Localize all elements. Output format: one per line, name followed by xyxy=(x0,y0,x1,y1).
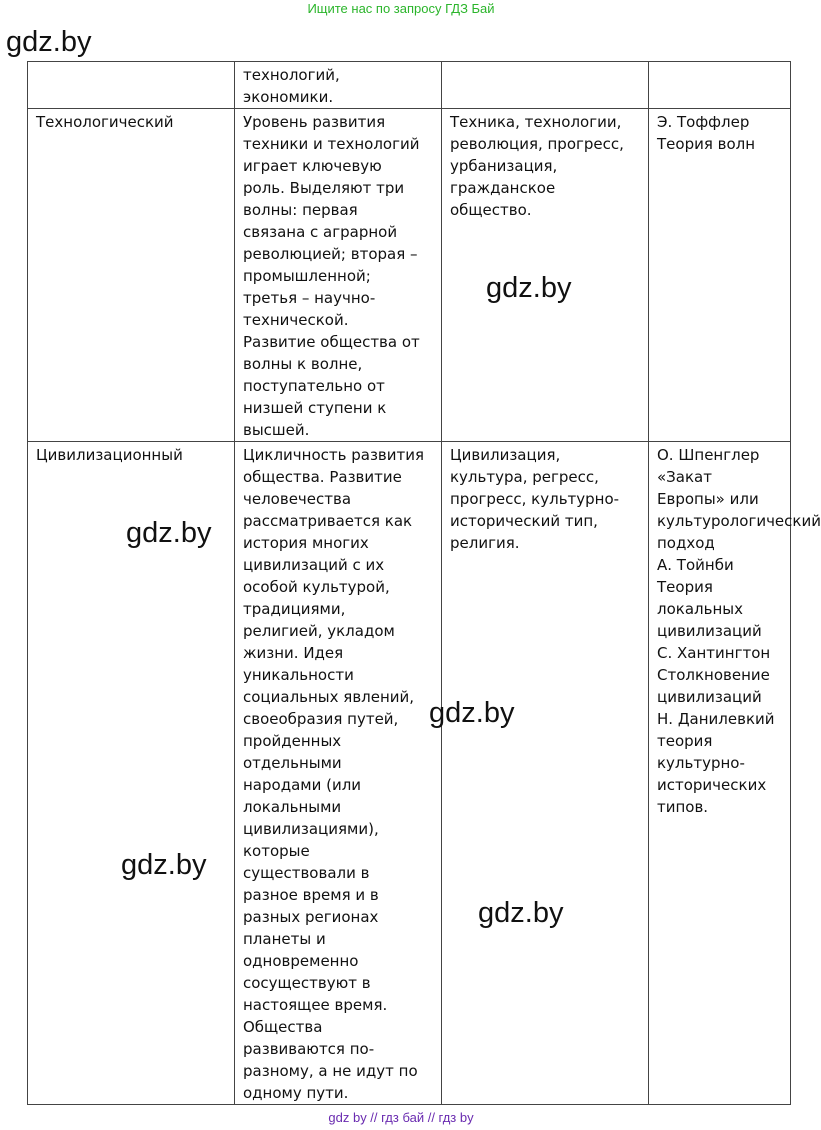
cell-description: Цикличность развития общества. Развитие человечества рассматривается как история многих цивилизаций с их особой культурой, традициями, религией, укладом жизни. Идея уникальности социальных явлений, своеобразия путей, пройденных отдельными народами (или локальными цивилизациями), которые существовали в разное время и в разных регионах планеты и одновременно сосуществуют в настоящее время. Общества развиваются по- разному, а не идут по одному пути. xyxy=(235,442,442,1105)
table-row xyxy=(28,62,791,109)
watermark: gdz.by xyxy=(429,697,515,729)
cell-description: технологий, экономики. xyxy=(235,62,442,109)
cell-approach xyxy=(28,62,235,109)
site-logo: gdz.by xyxy=(6,26,92,58)
watermark: gdz.by xyxy=(478,897,564,929)
cell-authors: Э. Тоффлер Теория волн xyxy=(649,109,791,442)
cell-authors: О. Шпенглер «Закат Европы» или культурологический подход А. Тойнби Теория локальных цивилизаций С. Хантингтон Столкновение цивилизаций Н. Данилевкий теория культурно- исторических типов. xyxy=(649,442,791,1105)
watermark: gdz.by xyxy=(121,849,207,881)
approaches-table xyxy=(27,61,821,1105)
cell-concepts xyxy=(442,62,649,109)
footer-links[interactable]: gdz by // гдз бай // гдз by xyxy=(328,1110,474,1125)
watermark: gdz.by xyxy=(126,517,212,549)
cell-approach: Технологический xyxy=(28,109,235,442)
cell-concepts: Техника, технологии, революция, прогресс, урбанизация, гражданское общество. xyxy=(442,109,649,442)
cell-description: Уровень развития техники и технологий играет ключевую роль. Выделяют три волны: первая связана с аграрной революцией; вторая – промышленной; третья – научно- технической. Развитие общества от волны к волне, поступательно от низшей ступени к высшей. xyxy=(235,109,442,442)
watermark: gdz.by xyxy=(486,272,572,304)
cell-concepts: Цивилизация, культура, регресс, прогресс, культурно- исторический тип, религия. xyxy=(442,442,649,1105)
cell-authors xyxy=(649,62,791,109)
table-row xyxy=(28,109,791,442)
top-banner-link[interactable]: Ищите нас по запросу ГДЗ Бай xyxy=(307,1,495,16)
cell-approach: Цивилизационный xyxy=(28,442,235,1105)
